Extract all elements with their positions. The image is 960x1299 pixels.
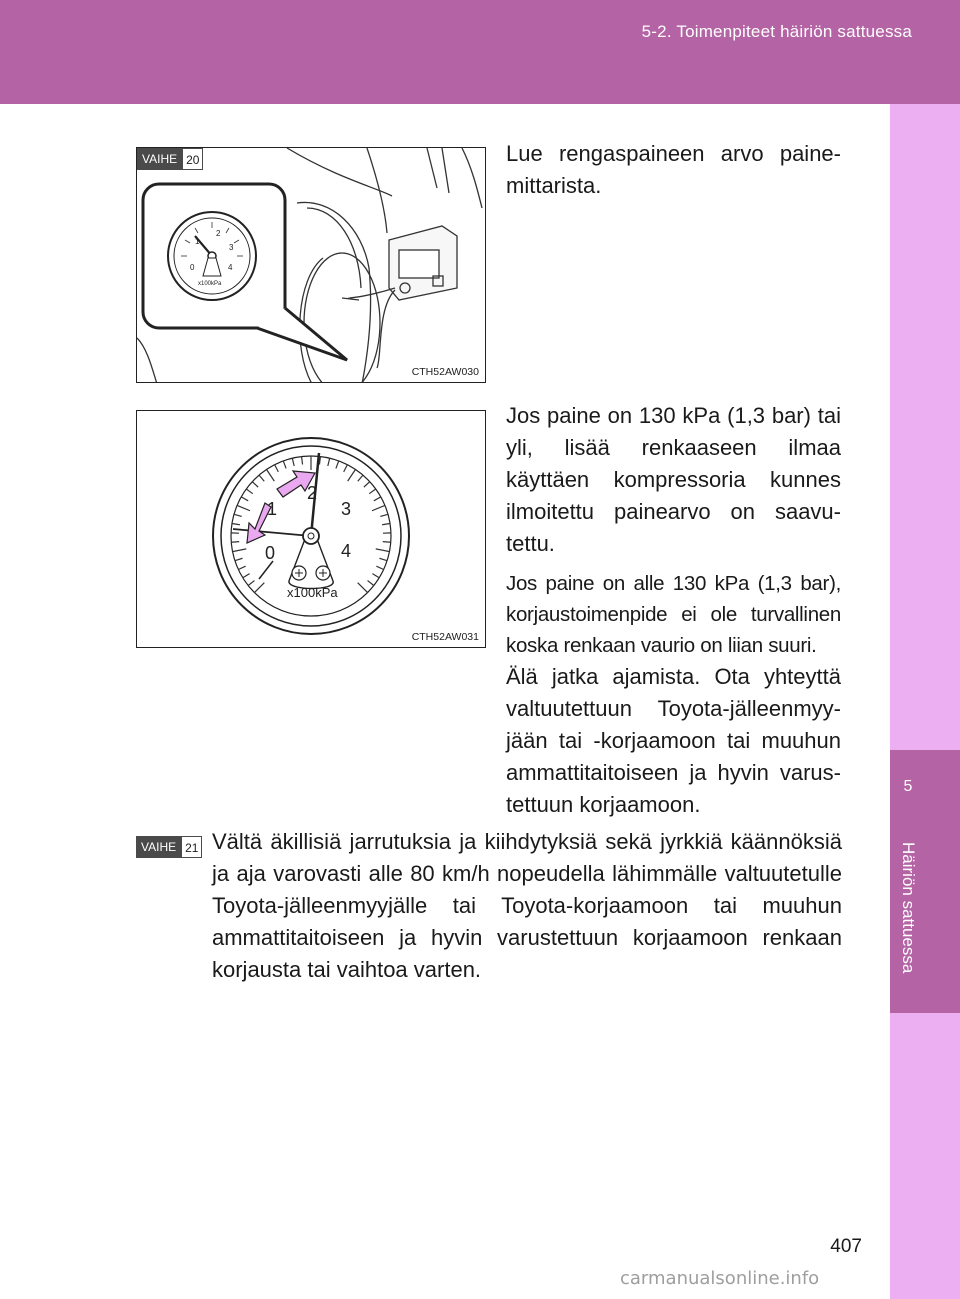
compressor-illustration [137, 148, 486, 383]
paragraph-contact-dealer: Älä jatka ajamista. Ota yhteyttä valtuutettuun Toyota-jälleenmyyjään tai -korjaamoon tai muuhun ammattitaitoiseen ja hyvin varustettuun korjaamoon. [506, 664, 841, 817]
figure-compressor-gauge [136, 147, 486, 383]
gauge-tick [231, 542, 239, 543]
step-badge-21 [136, 836, 202, 858]
figure-code: CTH52AW031 [411, 631, 479, 643]
watermark: carmanualsonline.info [620, 1268, 820, 1289]
step-label: VAIHE [136, 836, 181, 858]
paragraph-low-pressure: Jos paine on alle 130 kPa (1,3 bar), korjaustoimenpide ei ole turvallinen koska renkaan vaurio on liian suuri. [506, 572, 841, 657]
page-header [0, 0, 960, 104]
paragraph-drive-carefully: Vältä äkillisiä jarrutuksia ja kiihdytyksiä sekä jyrkkiä käännöksiä ja aja varovasti alle 80 km/h nopeudella lähimmälle valtuutetulle Toyota-jälleenmyyjälle tai Toyota-korjaamoon tai muuhun ammattitaitoiseen ja hyvin varustettuun korjaamoon renkaan korjausta tai vaihtoa varten. [212, 829, 842, 982]
gauge-num-2: 2 [307, 483, 318, 503]
gauge-num-3: 3 [341, 499, 352, 519]
pressure-gauge-illustration [137, 411, 486, 648]
small-gauge-unit: x100kPa [198, 281, 222, 287]
chapter-number: 5 [903, 778, 913, 795]
step-number: 21 [181, 836, 202, 858]
figure-code: CTH52AW030 [411, 366, 479, 378]
small-gauge-num-1: 1 [195, 237, 200, 246]
figure-pressure-gauge [136, 410, 486, 648]
small-gauge-num-2: 2 [216, 229, 221, 238]
gauge-unit: x100kPa [287, 585, 338, 600]
gauge-num-1: 1 [267, 499, 278, 519]
paragraph-read-gauge: Lue rengaspaineen arvo painemittarista. [506, 141, 841, 198]
small-gauge-num-4: 4 [228, 263, 233, 272]
section-title: 5-2. Toimenpiteet häiriön sattuessa [641, 22, 912, 41]
gauge-num-4: 4 [341, 541, 352, 561]
paragraph-add-air: Jos paine on 130 kPa (1,3 bar) tai yli, lisää renkaaseen ilmaa käyttäen kompressoria kunnes ilmoitettu painearvo on saavutettu. [506, 403, 841, 556]
gauge-num-0: 0 [265, 543, 276, 563]
gauge-tick [383, 542, 391, 543]
step-number: 20 [182, 148, 203, 170]
chapter-title: Häiriön sattuessa [899, 842, 918, 974]
small-gauge-num-3: 3 [229, 243, 234, 252]
side-tab [890, 104, 960, 1299]
step-label: VAIHE [137, 148, 182, 170]
step-badge-20 [137, 148, 203, 170]
page-number: 407 [830, 1236, 862, 1257]
small-gauge-num-0: 0 [190, 263, 195, 272]
